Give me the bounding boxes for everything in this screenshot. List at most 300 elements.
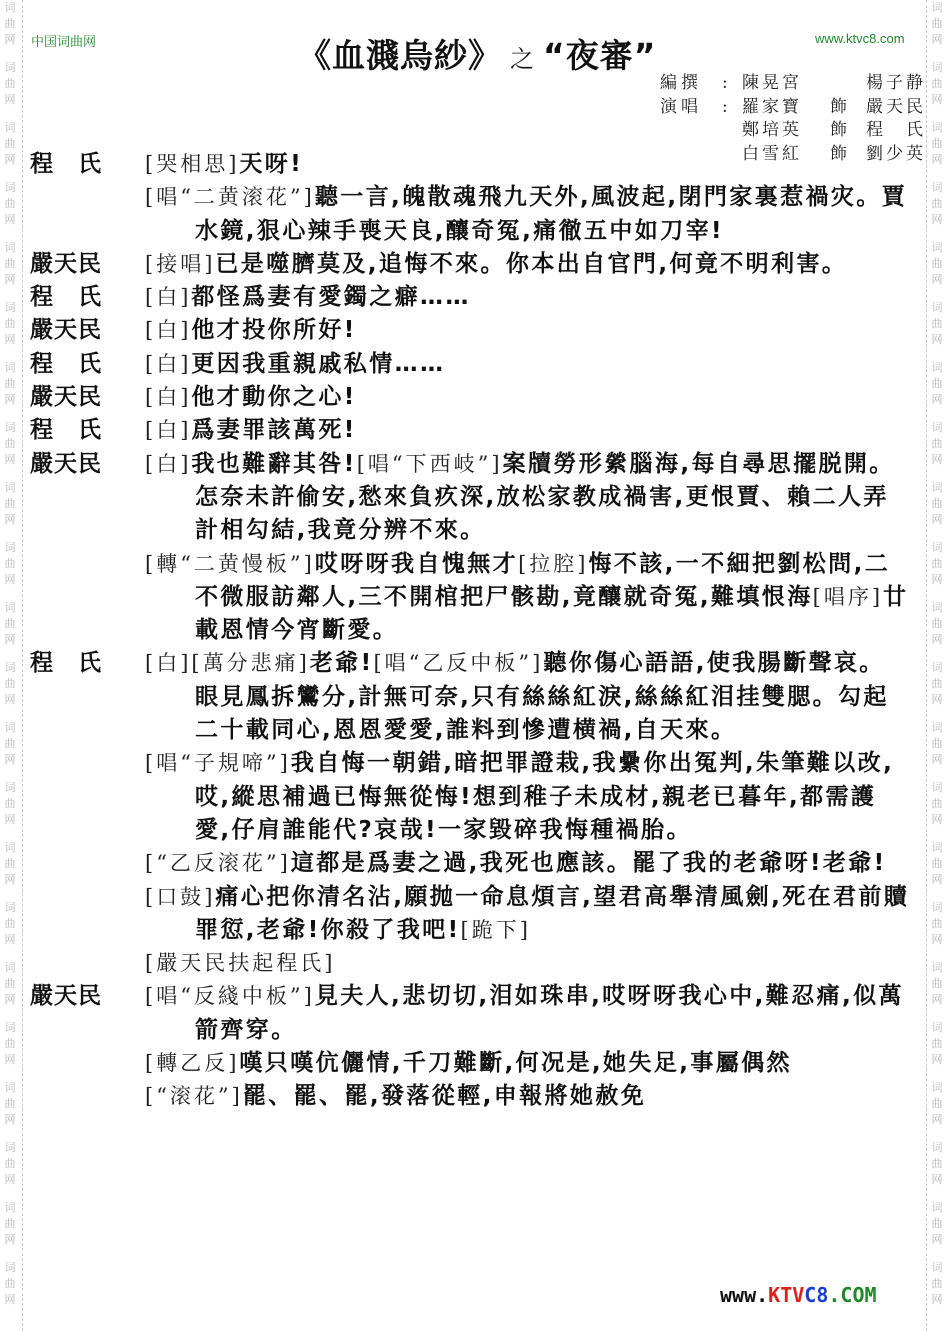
watermark-char: 网: [931, 273, 943, 286]
stage-direction: [白]: [145, 318, 192, 343]
watermark-char: 曲: [931, 377, 943, 390]
watermark-char: 词: [931, 901, 943, 914]
watermark-char: 网: [4, 153, 16, 166]
stage-direction: [白]: [145, 651, 192, 676]
watermark-char: 网: [4, 693, 16, 706]
watermark-char: 网: [931, 1233, 943, 1246]
credit-name: 陳晃宮: [742, 73, 802, 93]
watermark-char: 词: [4, 961, 16, 974]
watermark-strip-left: [0, 0, 23, 1331]
watermark-char: 网: [4, 1173, 16, 1186]
watermark-char: 曲: [931, 317, 943, 330]
watermark-char: 曲: [931, 1037, 943, 1050]
watermark-char: 网: [931, 333, 943, 346]
credit-character: 程 氏: [866, 120, 926, 140]
watermark-char: 曲: [4, 137, 16, 150]
watermark-char: 网: [931, 393, 943, 406]
site-name: 中国词曲网: [31, 35, 97, 50]
watermark-char: 曲: [931, 497, 943, 510]
lyric-text: 天呀!: [239, 151, 304, 177]
watermark-unit: [927, 120, 947, 168]
script-line: [30, 381, 910, 414]
watermark-char: 网: [931, 513, 943, 526]
logo-c8: C8: [804, 1283, 829, 1307]
watermark-char: 曲: [931, 917, 943, 930]
watermark-strip-right: [926, 0, 949, 1331]
lyric-text: 爲妻罪該萬死!: [191, 417, 357, 444]
watermark-char: 网: [931, 213, 943, 226]
watermark-unit: [0, 180, 20, 228]
watermark-unit: [927, 480, 947, 528]
line-content: [145, 314, 910, 347]
credit-label: [660, 119, 722, 143]
speaker-name: 程 氏: [30, 350, 102, 377]
watermark-unit: [927, 780, 947, 828]
watermark-char: 曲: [4, 617, 16, 630]
watermark-char: 词: [931, 1141, 943, 1154]
watermark-unit: [0, 1260, 20, 1308]
watermark-unit: [927, 0, 947, 48]
watermark-char: 曲: [4, 1157, 16, 1170]
script-line: [30, 548, 910, 648]
watermark-unit: [927, 240, 947, 288]
stage-direction: [拉腔]: [518, 551, 589, 576]
script-body: [30, 148, 910, 1114]
watermark-char: 曲: [931, 737, 943, 750]
watermark-unit: [0, 900, 20, 948]
line-content: [145, 181, 910, 248]
stage-direction: [白]: [145, 418, 192, 443]
stage-direction: [嚴天民扶起程氏]: [145, 951, 336, 976]
watermark-unit: [0, 60, 20, 108]
watermark-char: 词: [931, 481, 943, 494]
watermark-char: 网: [4, 1293, 16, 1306]
lyric-text: 老爺!: [309, 650, 374, 677]
stage-direction: [唱“下西岐”]: [356, 451, 503, 476]
watermark-char: 曲: [931, 17, 943, 30]
watermark-char: 网: [4, 333, 16, 346]
watermark-char: 词: [4, 1081, 16, 1094]
speaker-name: [30, 548, 145, 648]
credit-character: 楊子静: [866, 73, 926, 93]
site-url: www.ktvc8.com: [815, 31, 905, 46]
watermark-unit: [0, 1200, 20, 1248]
watermark-char: 词: [4, 1, 16, 14]
watermark-char: 曲: [4, 77, 16, 90]
stage-direction: [接唱]: [145, 251, 216, 276]
watermark-char: 曲: [4, 1037, 16, 1050]
script-line: [30, 1047, 910, 1080]
lyric-text: 案牘勞形縈腦海,每自尋思擺脱開。怎奈未許偷安,愁來負疚深,放松家教成禍害,更恨賈、賴二人弄計相勾結,我竟分辨不來。: [195, 450, 895, 544]
stage-direction: [口鼓]: [145, 884, 216, 909]
watermark-unit: [927, 1260, 947, 1308]
credit-role: [830, 72, 866, 96]
lyric-text: 他才動你之心!: [191, 384, 357, 411]
logo-com: .COM: [828, 1283, 877, 1307]
speaker-name: [30, 181, 145, 248]
lyric-text: 罷、罷、罷,發落從輕,申報將她赦免: [242, 1083, 647, 1110]
watermark-char: 词: [931, 121, 943, 134]
stage-direction: [白]: [145, 351, 192, 376]
watermark-unit: [0, 1080, 20, 1128]
watermark-unit: [0, 240, 20, 288]
watermark-char: 词: [4, 421, 16, 434]
lyric-text: 這都是爲妻之過,我死也應該。罷了我的老爺呀!老爺!: [290, 850, 887, 877]
credit-label: 編撰: [660, 73, 702, 93]
watermark-char: 网: [931, 873, 943, 886]
watermark-unit: [927, 60, 947, 108]
watermark-char: 词: [931, 241, 943, 254]
logo-ktv: KTV: [768, 1283, 805, 1307]
watermark-char: 曲: [931, 1217, 943, 1230]
watermark-char: 词: [931, 421, 943, 434]
lyric-text: 聽一言,魄散魂飛九天外,風波起,閉門家裏惹禍灾。賈水鏡,狠心辣手喪天良,釀奇冤,痛徹五中如刀宰!: [195, 184, 908, 244]
watermark-char: 曲: [4, 857, 16, 870]
watermark-char: 网: [931, 693, 943, 706]
script-line: [30, 647, 910, 747]
watermark-char: 曲: [931, 197, 943, 210]
footer-logo: [720, 1283, 877, 1307]
watermark-char: 网: [4, 273, 16, 286]
lyric-text: 他才投你所好!: [191, 317, 357, 344]
watermark-char: 曲: [4, 917, 16, 930]
watermark-char: 词: [4, 361, 16, 374]
watermark-char: 词: [931, 781, 943, 794]
watermark-char: 词: [4, 721, 16, 734]
watermark-char: 词: [931, 61, 943, 74]
script-line: [30, 181, 910, 248]
watermark-char: 网: [931, 1053, 943, 1066]
watermark-char: 曲: [4, 257, 16, 270]
watermark-char: 曲: [931, 857, 943, 870]
script-line: [30, 980, 910, 1047]
line-content: [145, 847, 910, 880]
watermark-char: 网: [931, 1293, 943, 1306]
watermark-char: 曲: [931, 977, 943, 990]
watermark-char: 曲: [4, 437, 16, 450]
watermark-char: 网: [931, 1173, 943, 1186]
watermark-char: 词: [931, 661, 943, 674]
watermark-unit: [0, 780, 20, 828]
watermark-char: 曲: [931, 617, 943, 630]
watermark-char: 网: [4, 213, 16, 226]
lyric-text: 嘆只嘆伉儷情,千刀難斷,何况是,她失足,事屬偶然: [239, 1050, 792, 1077]
watermark-char: 曲: [4, 1217, 16, 1230]
watermark-char: 网: [931, 93, 943, 106]
speaker-name: [30, 1047, 145, 1080]
stage-direction: [“滚花”]: [145, 1084, 243, 1109]
watermark-unit: [927, 1080, 947, 1128]
speaker-name: 嚴天民: [30, 384, 102, 411]
line-content: [145, 381, 910, 414]
watermark-char: 词: [931, 961, 943, 974]
watermark-char: 词: [4, 901, 16, 914]
watermark-char: 曲: [4, 1277, 16, 1290]
watermark-char: 网: [4, 33, 16, 46]
watermark-unit: [0, 720, 20, 768]
watermark-char: 词: [4, 541, 16, 554]
stage-direction: [唱“乙反中板”]: [373, 651, 544, 676]
watermark-char: 词: [931, 601, 943, 614]
line-content: [145, 1080, 910, 1113]
watermark-char: 网: [4, 573, 16, 586]
watermark-char: 网: [931, 633, 943, 646]
watermark-char: 曲: [931, 1277, 943, 1290]
watermark-char: 曲: [4, 677, 16, 690]
stage-direction: [跪下]: [460, 917, 531, 942]
lyric-text: 已是噬臍莫及,追悔不來。你本出自官門,何竟不明利害。: [215, 250, 848, 277]
script-line: [30, 314, 910, 347]
stage-direction: [哭相思]: [145, 152, 240, 176]
watermark-char: 网: [4, 513, 16, 526]
watermark-char: 曲: [4, 17, 16, 30]
watermark-char: 网: [4, 1113, 16, 1126]
watermark-char: 词: [931, 1, 943, 14]
lyric-text: 我自悔一朝錯,暗把罪證栽,我纍你出冤判,朱筆難以改,哎,縱思補過已悔無從悔!想到稚子未成材,親老已暮年,都需護愛,仔肩誰能代?哀哉!一家毀碎我悔種禍胎。: [195, 750, 895, 843]
lyric-text: 痛心把你清名沾,願抛一命息煩言,望君高舉清風劍,死在君前贖罪愆,老爺!你殺了我吧!: [195, 883, 910, 943]
watermark-unit: [927, 900, 947, 948]
watermark-char: 网: [931, 753, 943, 766]
lyric-text: 更因我重親戚私情……: [191, 350, 446, 377]
watermark-unit: [927, 540, 947, 588]
lyric-text: 聽你傷心語語,使我腸斷聲哀。眼見鳳拆鸞分,計無可奈,只有絲絲紅淚,絲絲紅泪挂雙腮。勾起二十載同心,恩恩愛愛,誰料到慘遭横禍,自天來。: [195, 650, 889, 744]
watermark-char: 词: [4, 61, 16, 74]
watermark-char: 曲: [931, 797, 943, 810]
watermark-unit: [0, 840, 20, 888]
stage-direction: [轉乙反]: [145, 1051, 240, 1076]
watermark-char: 词: [4, 1021, 16, 1034]
watermark-unit: [0, 1140, 20, 1188]
logo-www: www.: [720, 1283, 769, 1307]
line-content: [145, 281, 910, 314]
script-line: [30, 448, 910, 548]
watermark-char: 曲: [4, 737, 16, 750]
watermark-char: 曲: [931, 677, 943, 690]
watermark-char: 网: [931, 33, 943, 46]
line-content: [145, 881, 910, 948]
watermark-char: 网: [4, 873, 16, 886]
line-content: [145, 148, 910, 181]
watermark-char: 词: [4, 601, 16, 614]
speaker-name: 程 氏: [30, 417, 102, 444]
watermark-char: 曲: [4, 1097, 16, 1110]
watermark-char: 曲: [4, 197, 16, 210]
watermark-char: 曲: [931, 1157, 943, 1170]
watermark-char: 词: [4, 661, 16, 674]
watermark-char: 词: [931, 721, 943, 734]
lyric-text: 廿載恩情今宵斷愛。: [195, 583, 909, 644]
watermark-unit: [927, 660, 947, 708]
watermark-unit: [0, 120, 20, 168]
stage-direction: [“乙反滚花”]: [145, 851, 291, 876]
speaker-name: 嚴天民: [30, 450, 102, 477]
speaker-name: 嚴天民: [30, 983, 102, 1010]
speaker-name: [30, 847, 145, 880]
watermark-char: 网: [4, 1053, 16, 1066]
watermark-unit: [927, 360, 947, 408]
watermark-char: 词: [4, 121, 16, 134]
stage-direction: [萬分悲痛]: [191, 651, 310, 676]
lyric-text: 都怪爲妻有愛鐲之癖……: [191, 284, 471, 311]
stage-direction: [唱“反綫中板”]: [145, 984, 315, 1009]
credit-row: [660, 72, 926, 96]
stage-direction: [轉“二黄慢板”]: [145, 551, 315, 576]
watermark-unit: [927, 1020, 947, 1068]
speaker-name: [30, 947, 145, 980]
credit-name: 鄭培英: [742, 120, 802, 140]
line-content: [145, 647, 910, 747]
watermark-char: 曲: [4, 377, 16, 390]
watermark-char: 词: [931, 181, 943, 194]
watermark-char: 曲: [4, 977, 16, 990]
watermark-char: 网: [931, 573, 943, 586]
line-content: [145, 1047, 910, 1080]
watermark-unit: [927, 300, 947, 348]
line-content: [145, 448, 910, 548]
speaker-name: 程 氏: [30, 650, 102, 677]
watermark-char: 词: [4, 301, 16, 314]
watermark-char: 曲: [931, 77, 943, 90]
watermark-char: 曲: [931, 1097, 943, 1110]
watermark-unit: [0, 300, 20, 348]
stage-direction: [白]: [145, 385, 192, 410]
speaker-name: 嚴天民: [30, 250, 102, 277]
watermark-char: 网: [931, 453, 943, 466]
watermark-unit: [927, 720, 947, 768]
lyric-text: 我也難辭其咎!: [191, 450, 357, 477]
page-title: [298, 30, 656, 77]
script-line: [30, 847, 910, 880]
speaker-name: 程 氏: [30, 284, 102, 311]
watermark-char: 词: [4, 1141, 16, 1154]
speaker-name: [30, 747, 145, 847]
lyric-text: 悔不該,一不細把劉松問,二不微服訪鄰人,三不開棺把尸骸勘,竟釀就奇冤,難填恨海: [195, 550, 891, 610]
lyric-text: 見夫人,悲切切,泪如珠串,哎呀呀我心中,難忍痛,似萬箭齊穿。: [195, 983, 904, 1043]
credit-character: 嚴天民: [866, 96, 926, 117]
line-content: [145, 980, 910, 1047]
credit-role: 飾: [830, 96, 847, 117]
watermark-char: 词: [4, 241, 16, 254]
script-line: [30, 414, 910, 447]
title-main: 《血濺烏紗》: [298, 36, 502, 75]
watermark-unit: [927, 1200, 947, 1248]
watermark-char: 网: [4, 1233, 16, 1246]
stage-direction: [唱“二黄滚花”]: [145, 185, 315, 210]
watermark-unit: [927, 420, 947, 468]
watermark-unit: [927, 1140, 947, 1188]
credit-role: 飾: [830, 143, 847, 164]
watermark-char: 词: [931, 1021, 943, 1034]
watermark-char: 词: [931, 1201, 943, 1214]
watermark-char: 网: [931, 813, 943, 826]
script-line: [30, 1080, 910, 1113]
watermark-char: 网: [4, 393, 16, 406]
watermark-char: 网: [4, 93, 16, 106]
credit-colon: [722, 119, 742, 143]
stage-direction: [唱序]: [812, 584, 884, 609]
watermark-char: 曲: [4, 797, 16, 810]
watermark-unit: [0, 600, 20, 648]
line-content: [145, 947, 910, 980]
watermark-char: 词: [931, 541, 943, 554]
stage-direction: [白]: [145, 285, 192, 310]
watermark-unit: [0, 1020, 20, 1068]
line-content: [145, 348, 910, 381]
watermark-char: 曲: [4, 317, 16, 330]
stage-direction: [唱“子規啼”]: [145, 751, 291, 776]
watermark-char: 网: [931, 933, 943, 946]
credit-name: 羅家寶: [742, 96, 802, 117]
credit-colon: :: [722, 96, 728, 117]
watermark-char: 曲: [931, 557, 943, 570]
title-sub: “夜審”: [543, 36, 657, 75]
watermark-char: 词: [931, 1261, 943, 1274]
watermark-char: 词: [4, 1261, 16, 1274]
watermark-char: 词: [4, 781, 16, 794]
watermark-char: 网: [4, 933, 16, 946]
watermark-unit: [927, 180, 947, 228]
script-line: [30, 947, 910, 980]
watermark-char: 网: [931, 153, 943, 166]
line-content: [145, 548, 910, 648]
script-line: [30, 348, 910, 381]
watermark-unit: [0, 420, 20, 468]
script-line: [30, 747, 910, 847]
watermark-unit: [0, 660, 20, 708]
watermark-char: 曲: [4, 497, 16, 510]
watermark-unit: [0, 480, 20, 528]
watermark-char: 网: [4, 813, 16, 826]
credit-row: [660, 96, 926, 120]
watermark-char: 网: [4, 753, 16, 766]
line-content: [145, 248, 910, 281]
speaker-name: [30, 1080, 145, 1113]
watermark-char: 词: [931, 301, 943, 314]
watermark-char: 网: [4, 993, 16, 1006]
speaker-name: 程 氏: [30, 151, 102, 177]
stage-direction: [白]: [145, 451, 192, 476]
credit-character: 劉少英: [866, 143, 926, 164]
watermark-char: 词: [931, 361, 943, 374]
script-line: [30, 248, 910, 281]
watermark-unit: [0, 0, 20, 48]
watermark-unit: [0, 360, 20, 408]
watermark-char: 网: [4, 633, 16, 646]
title-connector: 之: [510, 45, 535, 73]
credit-colon: :: [722, 73, 728, 93]
watermark-char: 网: [931, 993, 943, 1006]
watermark-char: 词: [4, 1201, 16, 1214]
script-line: [30, 281, 910, 314]
line-content: [145, 747, 910, 847]
lyric-text: 哎呀呀我自愧無才: [314, 550, 519, 577]
watermark-char: 曲: [931, 137, 943, 150]
credit-name: 白雪紅: [742, 143, 802, 164]
watermark-char: 网: [4, 453, 16, 466]
watermark-char: 曲: [931, 257, 943, 270]
speaker-name: 嚴天民: [30, 317, 102, 344]
speaker-name: [30, 881, 145, 948]
credit-role: 飾: [830, 120, 847, 140]
watermark-unit: [0, 540, 20, 588]
watermark-char: 词: [931, 841, 943, 854]
watermark-char: 网: [931, 1113, 943, 1126]
watermark-char: 曲: [931, 437, 943, 450]
credit-row: [660, 119, 926, 143]
watermark-char: 词: [931, 1081, 943, 1094]
watermark-char: 词: [4, 181, 16, 194]
watermark-char: 词: [4, 841, 16, 854]
